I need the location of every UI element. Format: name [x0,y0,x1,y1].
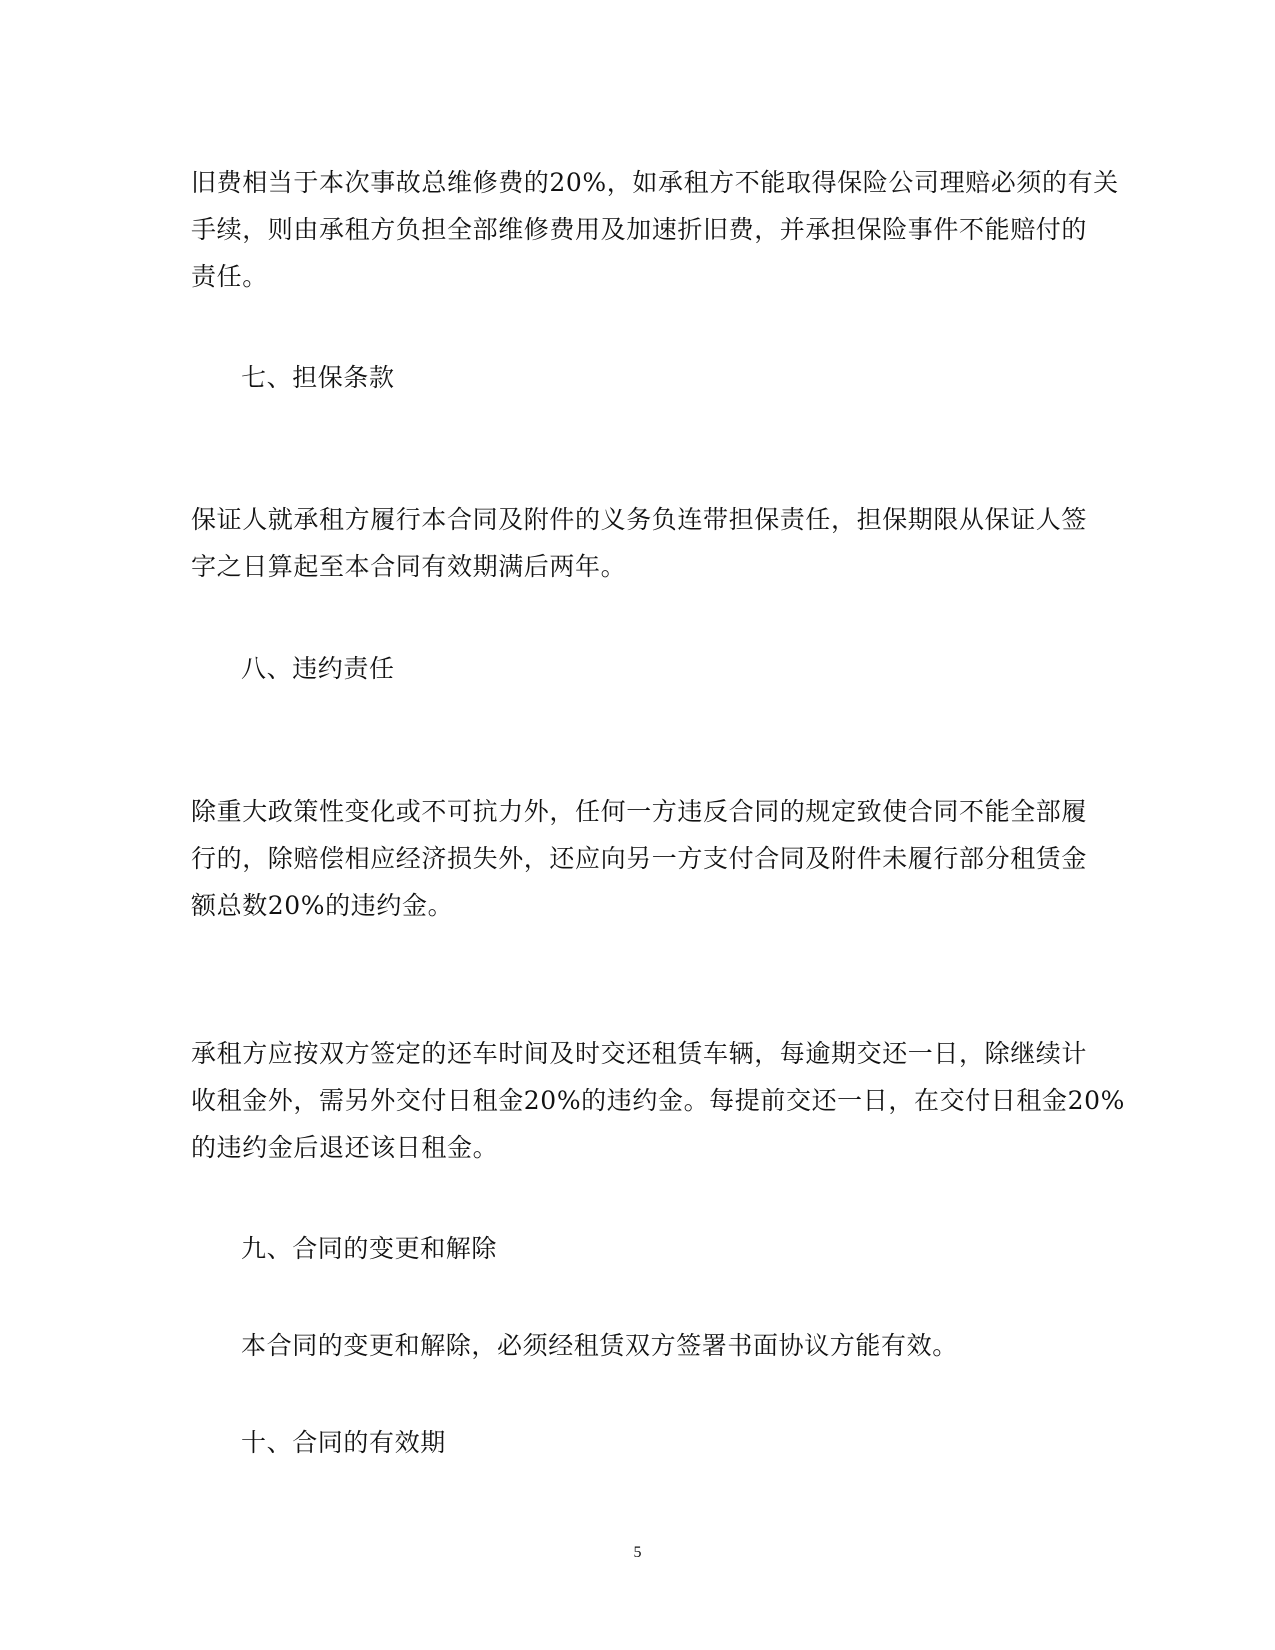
body-line: 额总数20%的违约金。 [191,891,454,920]
body-line: 收租金外，需另外交付日租金20%的违约金。每提前交还一日，在交付日租金20% [191,1086,1125,1115]
section-heading: 七、担保条款 [241,363,395,392]
body-line: 除重大政策性变化或不可抗力外，任何一方违反合同的规定致使合同不能全部履 [191,797,1088,826]
section-heading: 九、合同的变更和解除 [241,1234,498,1263]
body-line: 本合同的变更和解除，必须经租赁双方签署书面协议方能有效。 [241,1331,958,1360]
body-line: 旧费相当于本次事故总维修费的20%，如承租方不能取得保险公司理赔必须的有关 [191,168,1119,197]
body-line: 保证人就承租方履行本合同及附件的义务负连带担保责任，担保期限从保证人签 [191,505,1088,534]
section-heading: 十、合同的有效期 [241,1428,446,1457]
page-number: 5 [633,1544,642,1561]
body-line: 责任。 [191,262,268,291]
body-line: 手续，则由承租方负担全部维修费用及加速折旧费，并承担保险事件不能赔付的 [191,215,1088,244]
body-line: 承租方应按双方签定的还车时间及时交还租赁车辆，每逾期交还一日，除继续计 [191,1039,1088,1068]
body-line: 行的，除赔偿相应经济损失外，还应向另一方支付合同及附件未履行部分租赁金 [191,844,1088,873]
section-heading: 八、违约责任 [241,654,395,683]
body-line: 的违约金后退还该日租金。 [191,1133,499,1162]
body-line: 字之日算起至本合同有效期满后两年。 [191,552,627,581]
